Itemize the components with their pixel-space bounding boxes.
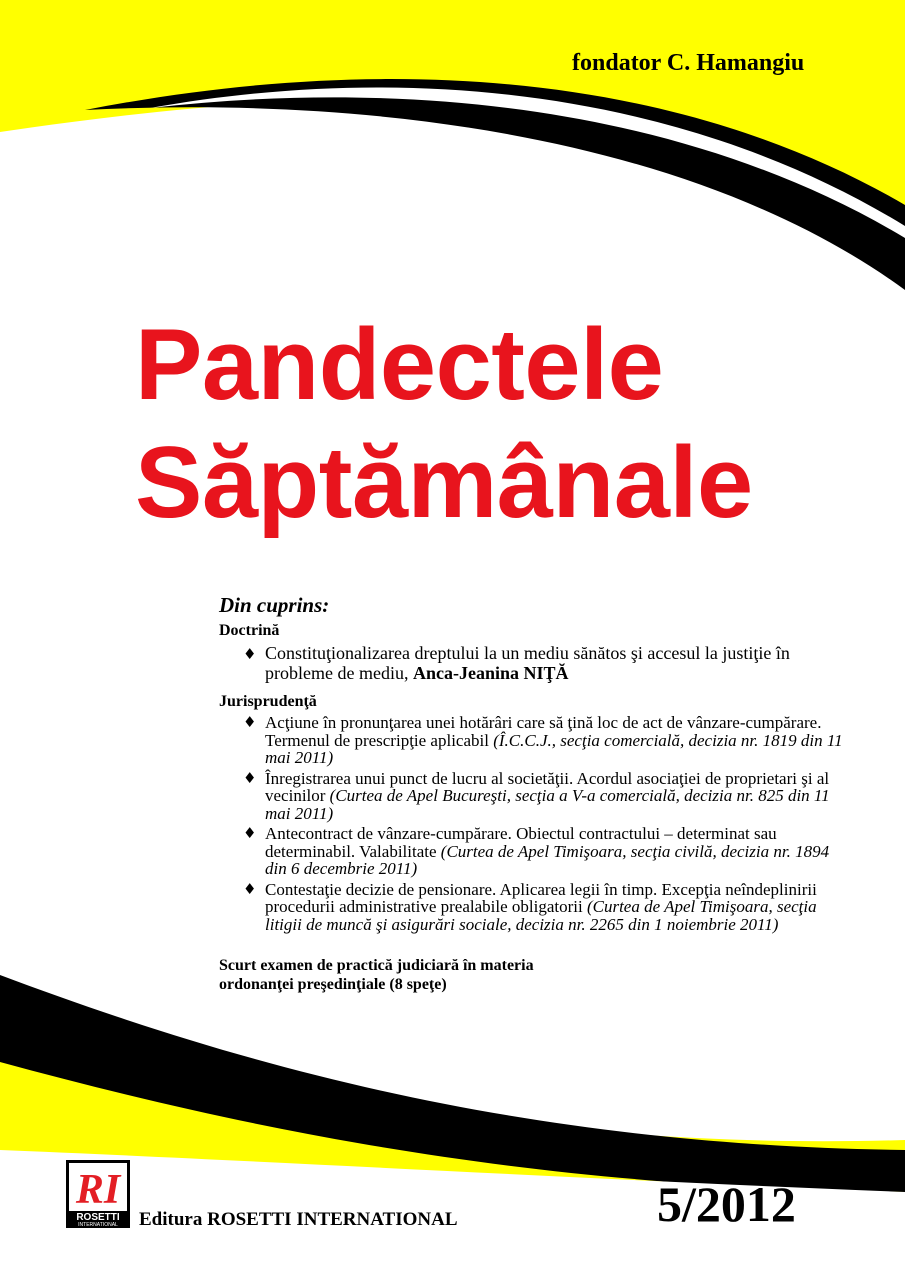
contents-item	[219, 881, 849, 934]
diamond-bullet-icon: ♦	[243, 768, 257, 787]
issue-number: 5/2012	[657, 1176, 796, 1232]
title-line-2: Săptămânale	[135, 427, 753, 539]
diamond-bullet-icon: ♦	[243, 645, 257, 663]
title-line-1: Pandectele	[135, 309, 664, 421]
extra-line-1: Scurt examen de practică judiciară în materia	[219, 957, 534, 974]
jurisprudence-heading: Jurisprudenţă	[219, 693, 317, 710]
top-yellow-band	[0, 0, 905, 255]
doctrine-heading: Doctrină	[219, 622, 280, 639]
contents-heading: Din cuprins:	[219, 593, 330, 617]
diamond-bullet-icon: ♦	[243, 713, 257, 731]
extra-line-2: ordonanţei preşedinţiale (8 speţe)	[219, 976, 447, 993]
item-citation: (Curtea de Apel Bucureşti, secţia a V-a comercială, decizia nr. 825 din 11 mai 2011)	[265, 786, 830, 823]
journal-title	[135, 306, 753, 542]
item-text: Constituţionalizarea dreptului la un mediu sănătos şi accesul la justiţie în probleme de mediu,	[265, 643, 790, 683]
diamond-bullet-icon: ♦	[243, 879, 257, 898]
item-citation: (Curtea de Apel Timişoara, secţia litigii de muncă şi asigurări sociale, decizia nr. 2265 din 1 noiembrie 2011)	[265, 897, 817, 934]
publisher-logo	[66, 1160, 130, 1228]
contents-item	[219, 770, 849, 823]
contents-item	[219, 643, 849, 683]
item-citation: (Curtea de Apel Timişoara, secţia civilă, decizia nr. 1894 din 6 decembrie 2011)	[265, 841, 830, 878]
item-author: Anca-Jeanina NIŢĂ	[412, 663, 569, 683]
jurisprudence-section	[219, 693, 849, 933]
item-text: Contestaţie decizie de pensionare. Aplicarea legii în timp. Excepţia neîndeplinirii procedurii administrative prealabile obligatorii	[265, 879, 817, 916]
logo-brand: ROSETTI	[76, 1212, 120, 1223]
extra-section	[219, 956, 849, 994]
contents-item	[219, 714, 849, 767]
publisher-name: Editura ROSETTI INTERNATIONAL	[139, 1209, 458, 1230]
logo-mark: RI	[75, 1167, 121, 1213]
logo-subtext: INTERNATIONAL	[78, 1222, 118, 1228]
item-text: Antecontract de vânzare-cumpărare. Obiectul contractului – determinat sau determinabil. Valabilitate	[265, 824, 777, 861]
contents-item	[219, 825, 849, 878]
item-text: Înregistrarea unui punct de lucru al societăţii. Acordul asociaţiei de proprietari şi al vecinilor	[265, 768, 830, 805]
item-citation: (Î.C.C.J., secţia comercială, decizia nr. 1819 din 11 mai 2011)	[265, 730, 843, 767]
diamond-bullet-icon: ♦	[243, 824, 257, 842]
item-text: Acţiune în pronunţarea unei hotărâri care să ţină loc de act de vânzare-cumpărare. Termenul de prescripţie aplicabil	[265, 713, 822, 750]
founder-line: fondator C. Hamangiu	[572, 50, 805, 76]
table-of-contents	[219, 593, 849, 994]
doctrine-section	[219, 622, 849, 683]
